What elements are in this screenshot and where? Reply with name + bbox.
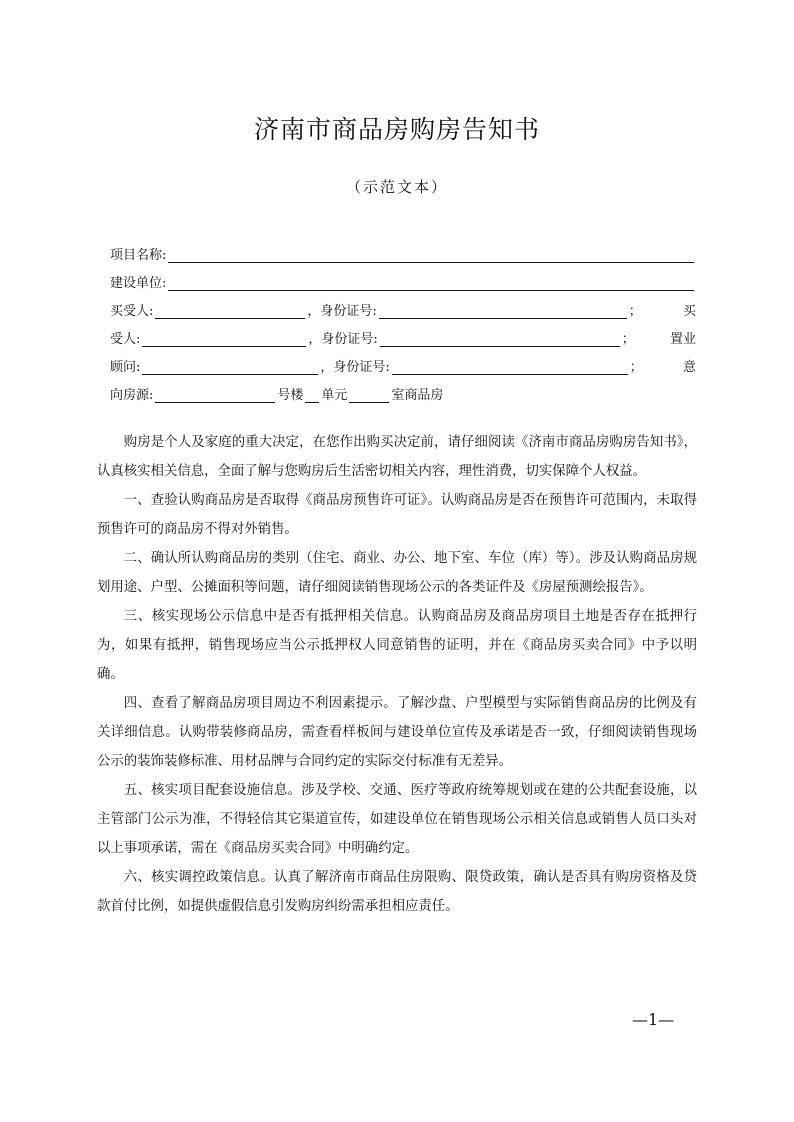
item-paragraph: 一、查验认购商品房是否取得《商品房预售许可证》。认购商品房是否在预售许可范围内，未取得预售许可的商品房不得对外销售。 (97, 493, 697, 537)
comma: ， (320, 360, 334, 375)
item-paragraph: 六、核实调控政策信息。认真了解济南市商品住房限购、限贷政策，确认是否具有购房资格及贷款首付比例，如提供虚假信息引发购房纠纷需承担相应责任。 (97, 870, 697, 914)
builder-label: 建设单位: (110, 276, 167, 291)
unit-label: 单元 (321, 388, 348, 403)
room-label: 室商品房 (391, 388, 444, 403)
consultant-field[interactable] (142, 360, 318, 375)
consultant-label: 顾问: (110, 360, 141, 375)
id-label: 身份证号: (320, 304, 377, 319)
notice-body (97, 428, 697, 921)
id-label: 身份证号: (321, 332, 378, 347)
buyer-label: 买受人: (110, 304, 154, 319)
consultant-id-field[interactable] (392, 360, 628, 375)
semicolon: ； (621, 332, 635, 347)
item-paragraph: 四、查看了解商品房项目周边不利因素提示。了解沙盘、户型模型与实际销售商品房的比例及有关详细信息。认购带装修商品房，需查看样板间与建设单位宣传及承诺是否一致，仔细阅读销售现场公示的装饰装修标准、用材品牌与合同约定的实际交付标准有无差异。 (97, 696, 697, 769)
room-field[interactable] (349, 388, 389, 403)
id-label: 身份证号: (333, 360, 390, 375)
buyer-id-field[interactable] (379, 304, 627, 319)
project-name-label: 项目名称: (110, 248, 167, 263)
form-row-builder (110, 263, 696, 291)
item-paragraph: 五、核实项目配套设施信息。涉及学校、交通、医疗等政府统筹规划或在建的公共配套设施，以主管部门公示为准，不得轻信其它渠道宣传，如建设单位在销售现场公示相关信息或销售人员口头对以上事项承诺，需在《商品房买卖合同》中明确约定。 (97, 783, 697, 856)
form-row-buyer (110, 291, 696, 319)
building-field[interactable] (155, 388, 275, 403)
house-label: 向房源: (110, 388, 154, 403)
form-row-house (110, 375, 696, 403)
document-title: 济南市商品房购房告知书 (253, 115, 540, 144)
wrap-text-intent: 意 (682, 360, 696, 375)
buyer2-id-field[interactable] (380, 332, 620, 347)
comma: ， (308, 332, 322, 347)
semicolon: ； (628, 304, 642, 319)
wrap-text-buy: 买 (682, 304, 696, 319)
semicolon: ； (629, 360, 643, 375)
form-row-buyer2 (110, 319, 696, 347)
unit-field[interactable] (305, 388, 319, 403)
buyer2-label: 受人: (110, 332, 141, 347)
form-row-project (110, 235, 696, 263)
building-label: 号楼 (277, 388, 304, 403)
item-paragraph: 三、核实现场公示信息中是否有抵押相关信息。认购商品房及商品房项目土地是否存在抵押行为，如果有抵押，销售现场应当公示抵押权人同意销售的证明，并在《商品房买卖合同》中予以明确。 (97, 609, 697, 682)
comma: ， (307, 304, 321, 319)
buyer-field[interactable] (155, 304, 305, 319)
intro-paragraph: 购房是个人及家庭的重大决定，在您作出购买决定前，请仔细阅读《济南市商品房购房告知书》，认真核实相关信息，全面了解与您购房后生活密切相关内容，理性消费，切实保障个人权益。 (97, 435, 697, 479)
project-name-field[interactable] (168, 248, 694, 263)
page-number: —1— (632, 1010, 675, 1029)
item-paragraph: 二、确认所认购商品房的类别（住宅、商业、办公、地下室、车位（库）等）。涉及认购商品房规划用途、户型、公摊面积等问题，请仔细阅读销售现场公示的各类证件及《房屋预测绘报告》。 (97, 551, 697, 595)
wrap-text-property: 置业 (669, 332, 696, 347)
builder-field[interactable] (168, 276, 694, 291)
form-row-consultant (110, 347, 696, 375)
info-form (110, 235, 696, 403)
document-subtitle: （示范文本） (345, 178, 448, 196)
buyer2-field[interactable] (142, 332, 306, 347)
